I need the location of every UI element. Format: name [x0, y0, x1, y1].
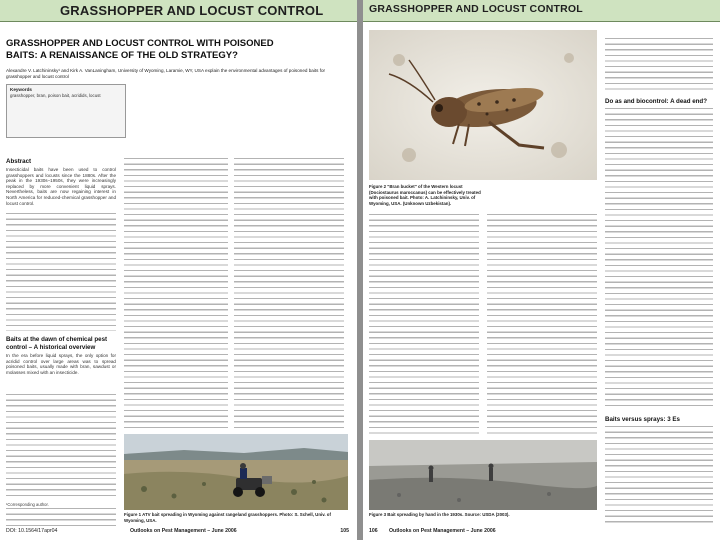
keywords-heading: Keywords	[10, 87, 32, 92]
figure-1-atv-photo	[124, 434, 348, 510]
article-title: GRASSHOPPER AND LOCUST CONTROL WITH POISONED BAITS: A RENAISSANCE OF THE OLD STRATEGY?	[6, 38, 274, 61]
article-authors: Alexandre V. Latchininsky¹ and Kirk A. VanLaningham, University of Wyoming, Laramie, WY, USA explain the environmental advantages of poisoned baits for grasshopper and locust control	[6, 68, 326, 79]
abstract-heading: Abstract	[6, 158, 32, 165]
left-footer-doi: DOI: 10.1564/17apr04	[6, 528, 58, 534]
section-text-history: In the era before liquid sprays, the only option for acridid control over large areas was to spread poisoned baits, usually made with bran, sawdust or molasses mixed with an insecticide.	[6, 353, 116, 375]
figure-3-field-photo	[369, 440, 597, 510]
footnote: ¹Corresponding author.	[6, 502, 49, 507]
column-3-text	[234, 158, 344, 428]
section-heading-biocontrol: Do as and biocontrol: A dead end?	[605, 98, 707, 105]
right-footer-page-number: 106	[369, 528, 378, 534]
right-column-3-text-top	[605, 38, 713, 94]
right-header-rule	[363, 21, 720, 22]
left-header-text: GRASSHOPPER AND LOCUST CONTROL	[60, 3, 324, 18]
figure-3-caption: Figure 3 Bait spreading by hand in the 1930s. Source: USDA (2003).	[369, 512, 510, 517]
keywords-box	[6, 84, 126, 138]
right-page	[363, 0, 720, 540]
left-footer-journal: Outlooks on Pest Management – June 2006	[130, 528, 237, 534]
right-column-2-text	[487, 214, 597, 434]
right-column-1-text	[369, 214, 479, 434]
keywords-text: grasshopper, bran, poison bait, acridids, locust	[10, 93, 101, 98]
left-running-header	[0, 0, 357, 21]
column-2-text	[124, 158, 228, 428]
left-page	[0, 0, 357, 540]
right-running-header	[363, 0, 720, 21]
left-header-rule	[0, 21, 357, 22]
history-text-lines	[6, 394, 116, 498]
left-footer-page-number: 105	[340, 528, 349, 534]
abstract-text: Insecticidal baits have been used to control grasshoppers and locusts since the 1880s. After the peak in the 1930s–1950s, they were increasingly replaced by more convenient liquid sprays. Nevertheless, baits are now regaining interest in North America for reduced-chemical grasshopper and locust control.	[6, 167, 116, 206]
abstract-text-lines	[6, 213, 116, 331]
section-heading-baits-vs-sprays: Baits versus sprays: 3 Es	[605, 416, 680, 423]
right-column-3-text-bottom	[605, 426, 713, 526]
figure-2-grasshopper-photo	[369, 30, 597, 180]
right-footer-journal: Outlooks on Pest Management – June 2006	[389, 528, 496, 534]
section-heading-history: Baits at the dawn of chemical pest control – A historical overview	[6, 336, 108, 351]
figure-1-caption: Figure 1 ATV bait spreading in Wyoming against rangeland grasshoppers. Photo: S. Schell, Univ. of Wyoming, USA.	[124, 512, 331, 523]
right-column-3-text-mid	[605, 108, 713, 408]
figure-2-caption: Figure 2 "Bran bucket" of the Western locust (Dociostaurus maroccanus) can be effectively treated with poisoned bait. Photo: A. Latchininsky, Univ. of Wyoming, USA. (Unknown Uzbekistan).	[369, 184, 481, 206]
footnote-lines	[6, 508, 116, 528]
right-header-text: GRASSHOPPER AND LOCUST CONTROL	[369, 3, 583, 15]
